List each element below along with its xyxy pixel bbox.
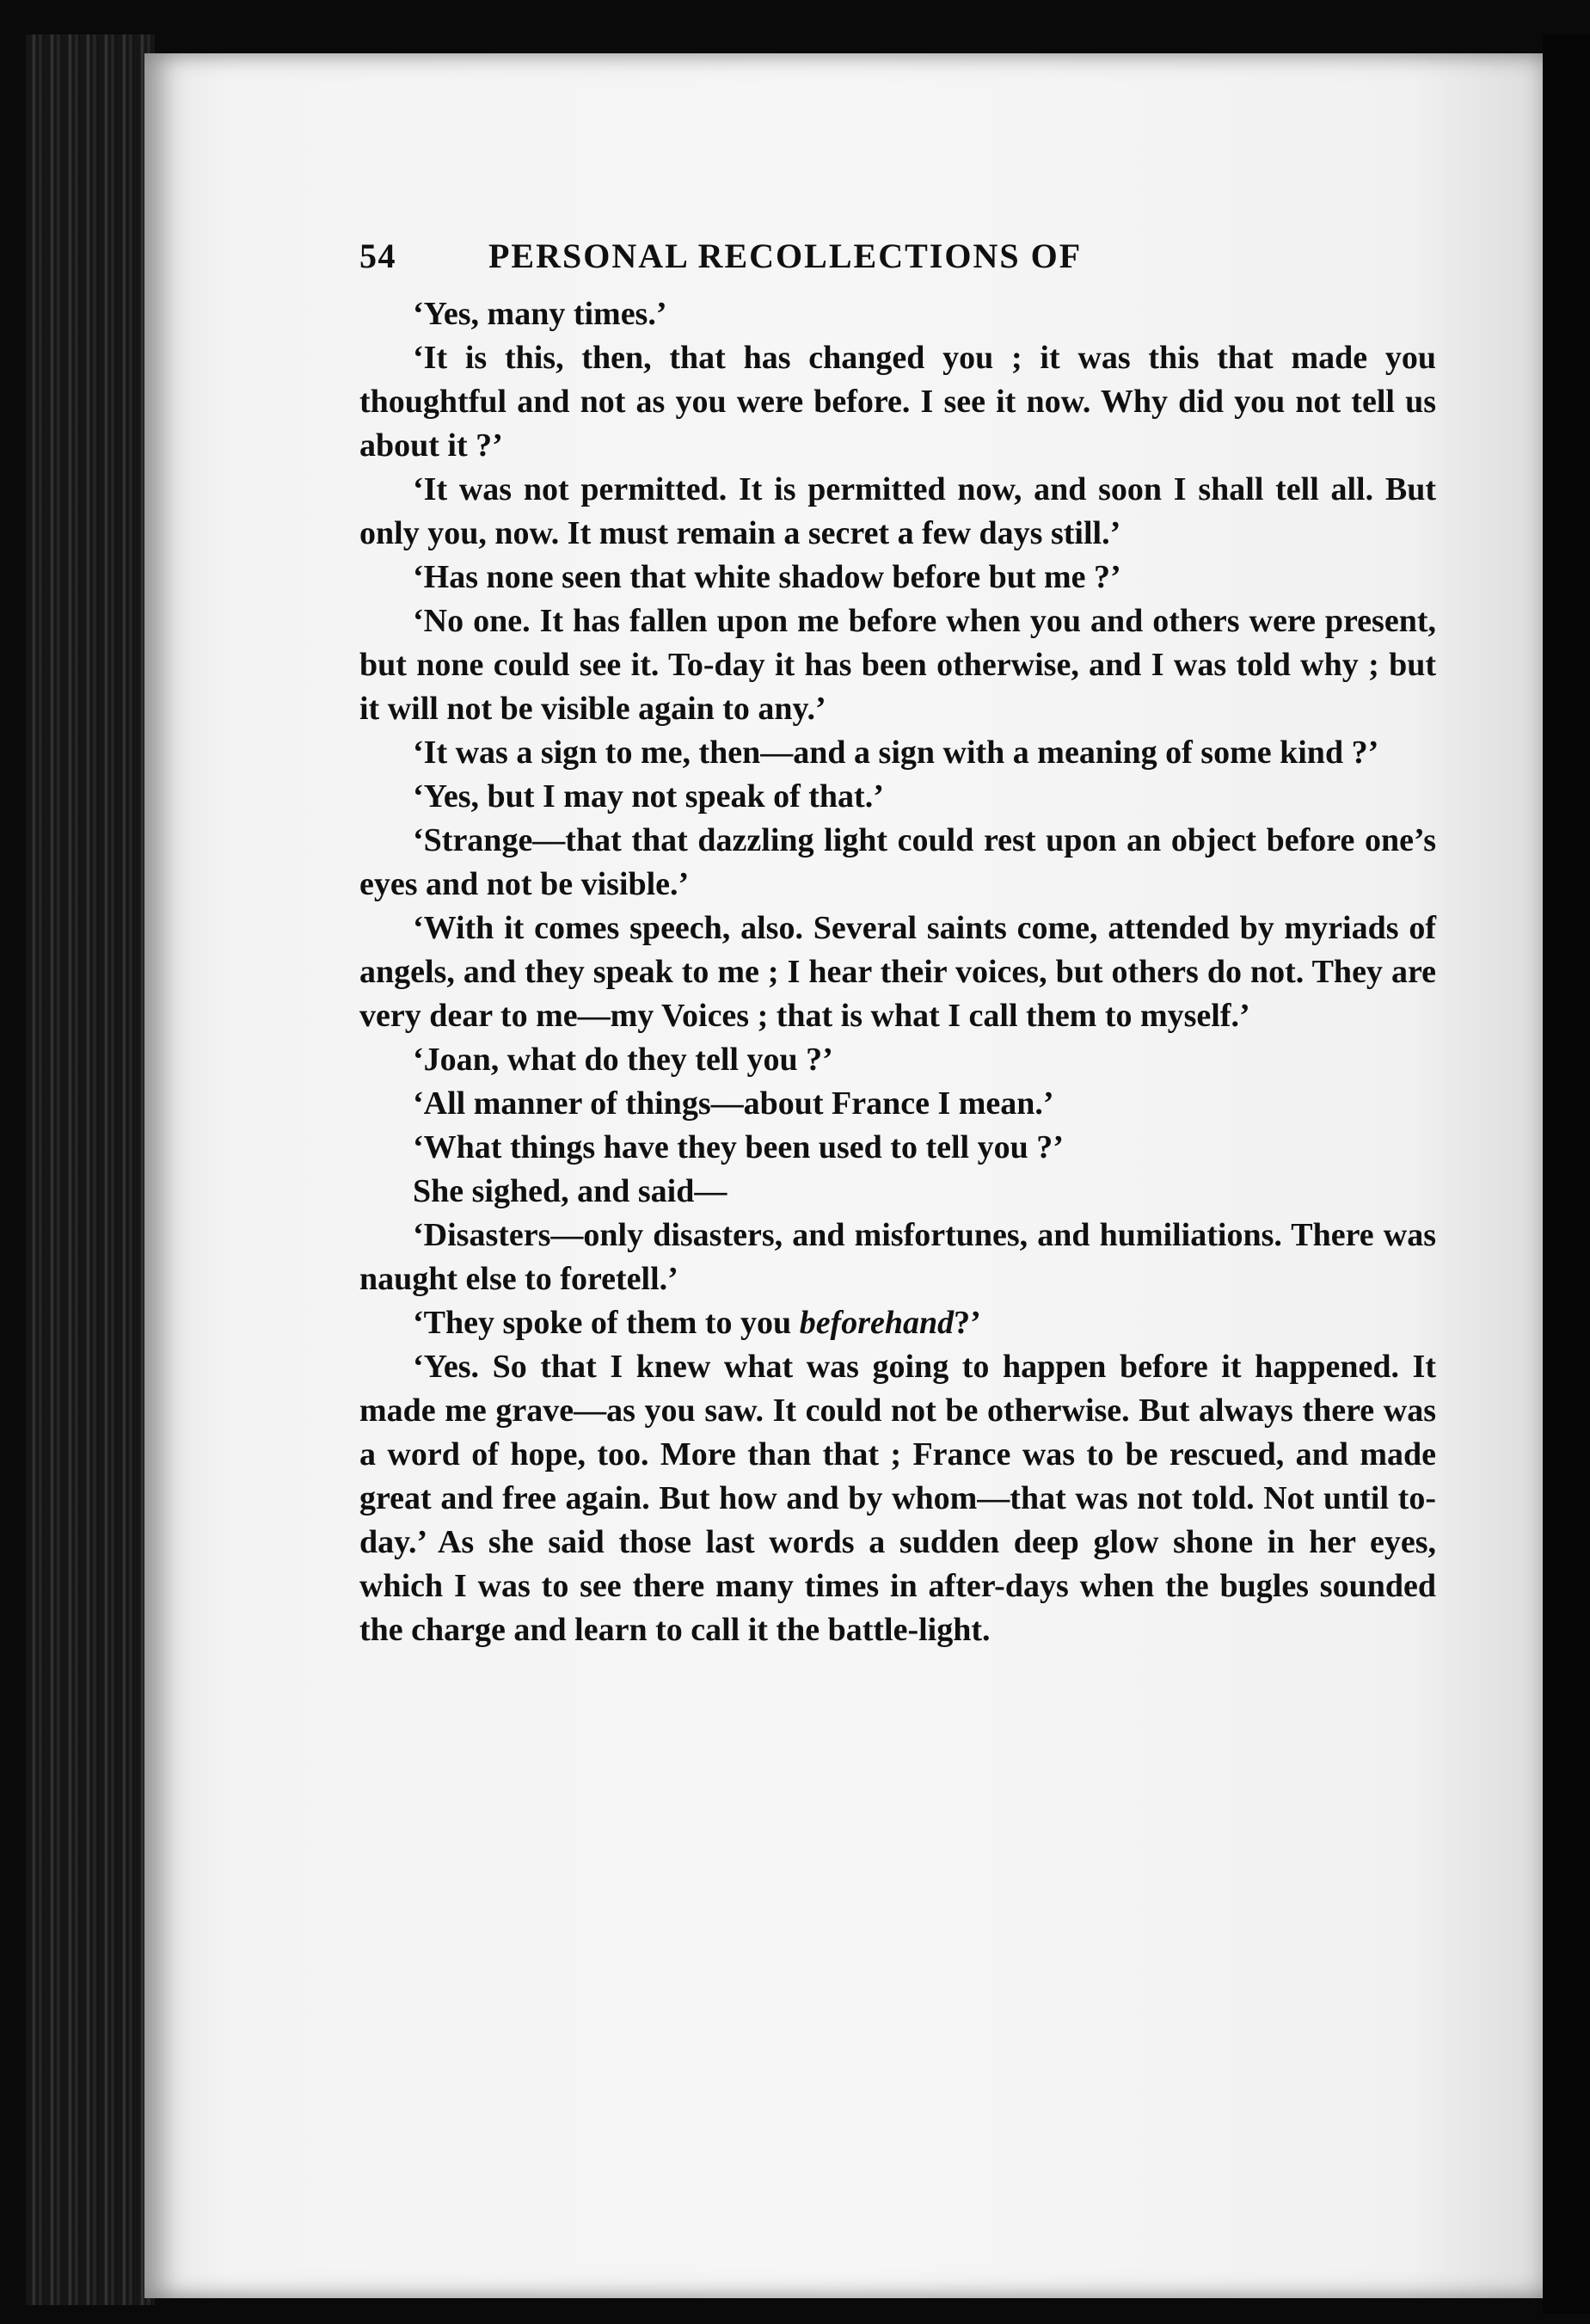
paragraph: ‘Yes, many times.’: [413, 296, 667, 332]
paragraph: ‘Yes. So that I knew what was going to happen before it happened. It made me grave—as you saw. It could not be otherwise. But always there was a word of hope, too. More than that ; France was to be rescued, and made great and free again. But how and by whom—that was not told. Not until to-day.’ As she said those last words a sudden deep glow shone in her eyes, which I was to see there many times in after-days when the bugles sounded the charge and learn to call it the battle-light.: [359, 1349, 1436, 1648]
paragraph: ‘Strange—that that dazzling light could rest upon an object before one’s eyes and not be visible.’: [359, 822, 1436, 902]
paragraph: ‘What things have they been used to tell you ?’: [413, 1129, 1064, 1165]
scan-border: [1543, 34, 1590, 2314]
page-text-block: [359, 234, 1436, 1652]
book-spine: [26, 34, 155, 2305]
paragraph-with-italic: [359, 1301, 1436, 1345]
page-header: [359, 234, 1436, 286]
paragraph: ‘Has none seen that white shadow before but me ?’: [413, 559, 1121, 595]
paragraph: ‘Disasters—only disasters, and misfortunes, and humiliations. There was naught else to foretell.’: [359, 1217, 1436, 1297]
paragraph: ‘No one. It has fallen upon me before when you and others were present, but none could see it. To-day it has been otherwise, and I was told why ; but it will not be visible again to any.’: [359, 603, 1436, 727]
paragraph: ‘All manner of things—about France I mean.’: [413, 1085, 1054, 1122]
paragraph: ‘With it comes speech, also. Several saints come, attended by myriads of angels, and they speak to me ; I hear their voices, but others do not. They are very dear to me—my Voices ; that is what I call them to myself.’: [359, 910, 1436, 1034]
paragraph: ‘Yes, but I may not speak of that.’: [413, 778, 884, 815]
page-number: 54: [359, 237, 396, 275]
paragraph: ‘Joan, what do they tell you ?’: [413, 1042, 833, 1078]
paragraph: She sighed, and said—: [413, 1173, 727, 1209]
paragraph: ‘It was not permitted. It is permitted now, and soon I shall tell all. But only you, now. It must remain a secret a few days still.’: [359, 471, 1436, 551]
paragraph-text: ?’: [954, 1305, 981, 1341]
italic-text: beforehand: [799, 1305, 955, 1341]
paragraph-text: ‘They spoke of them to you: [413, 1305, 800, 1341]
paragraph: ‘It is this, then, that has changed you ; it was this that made you thoughtful and not as you were before. I see it now. Why did you not tell us about it ?’: [359, 340, 1436, 464]
running-head: PERSONAL RECOLLECTIONS OF: [488, 237, 1083, 275]
paragraph: ‘It was a sign to me, then—and a sign with a meaning of some kind ?’: [413, 735, 1379, 771]
